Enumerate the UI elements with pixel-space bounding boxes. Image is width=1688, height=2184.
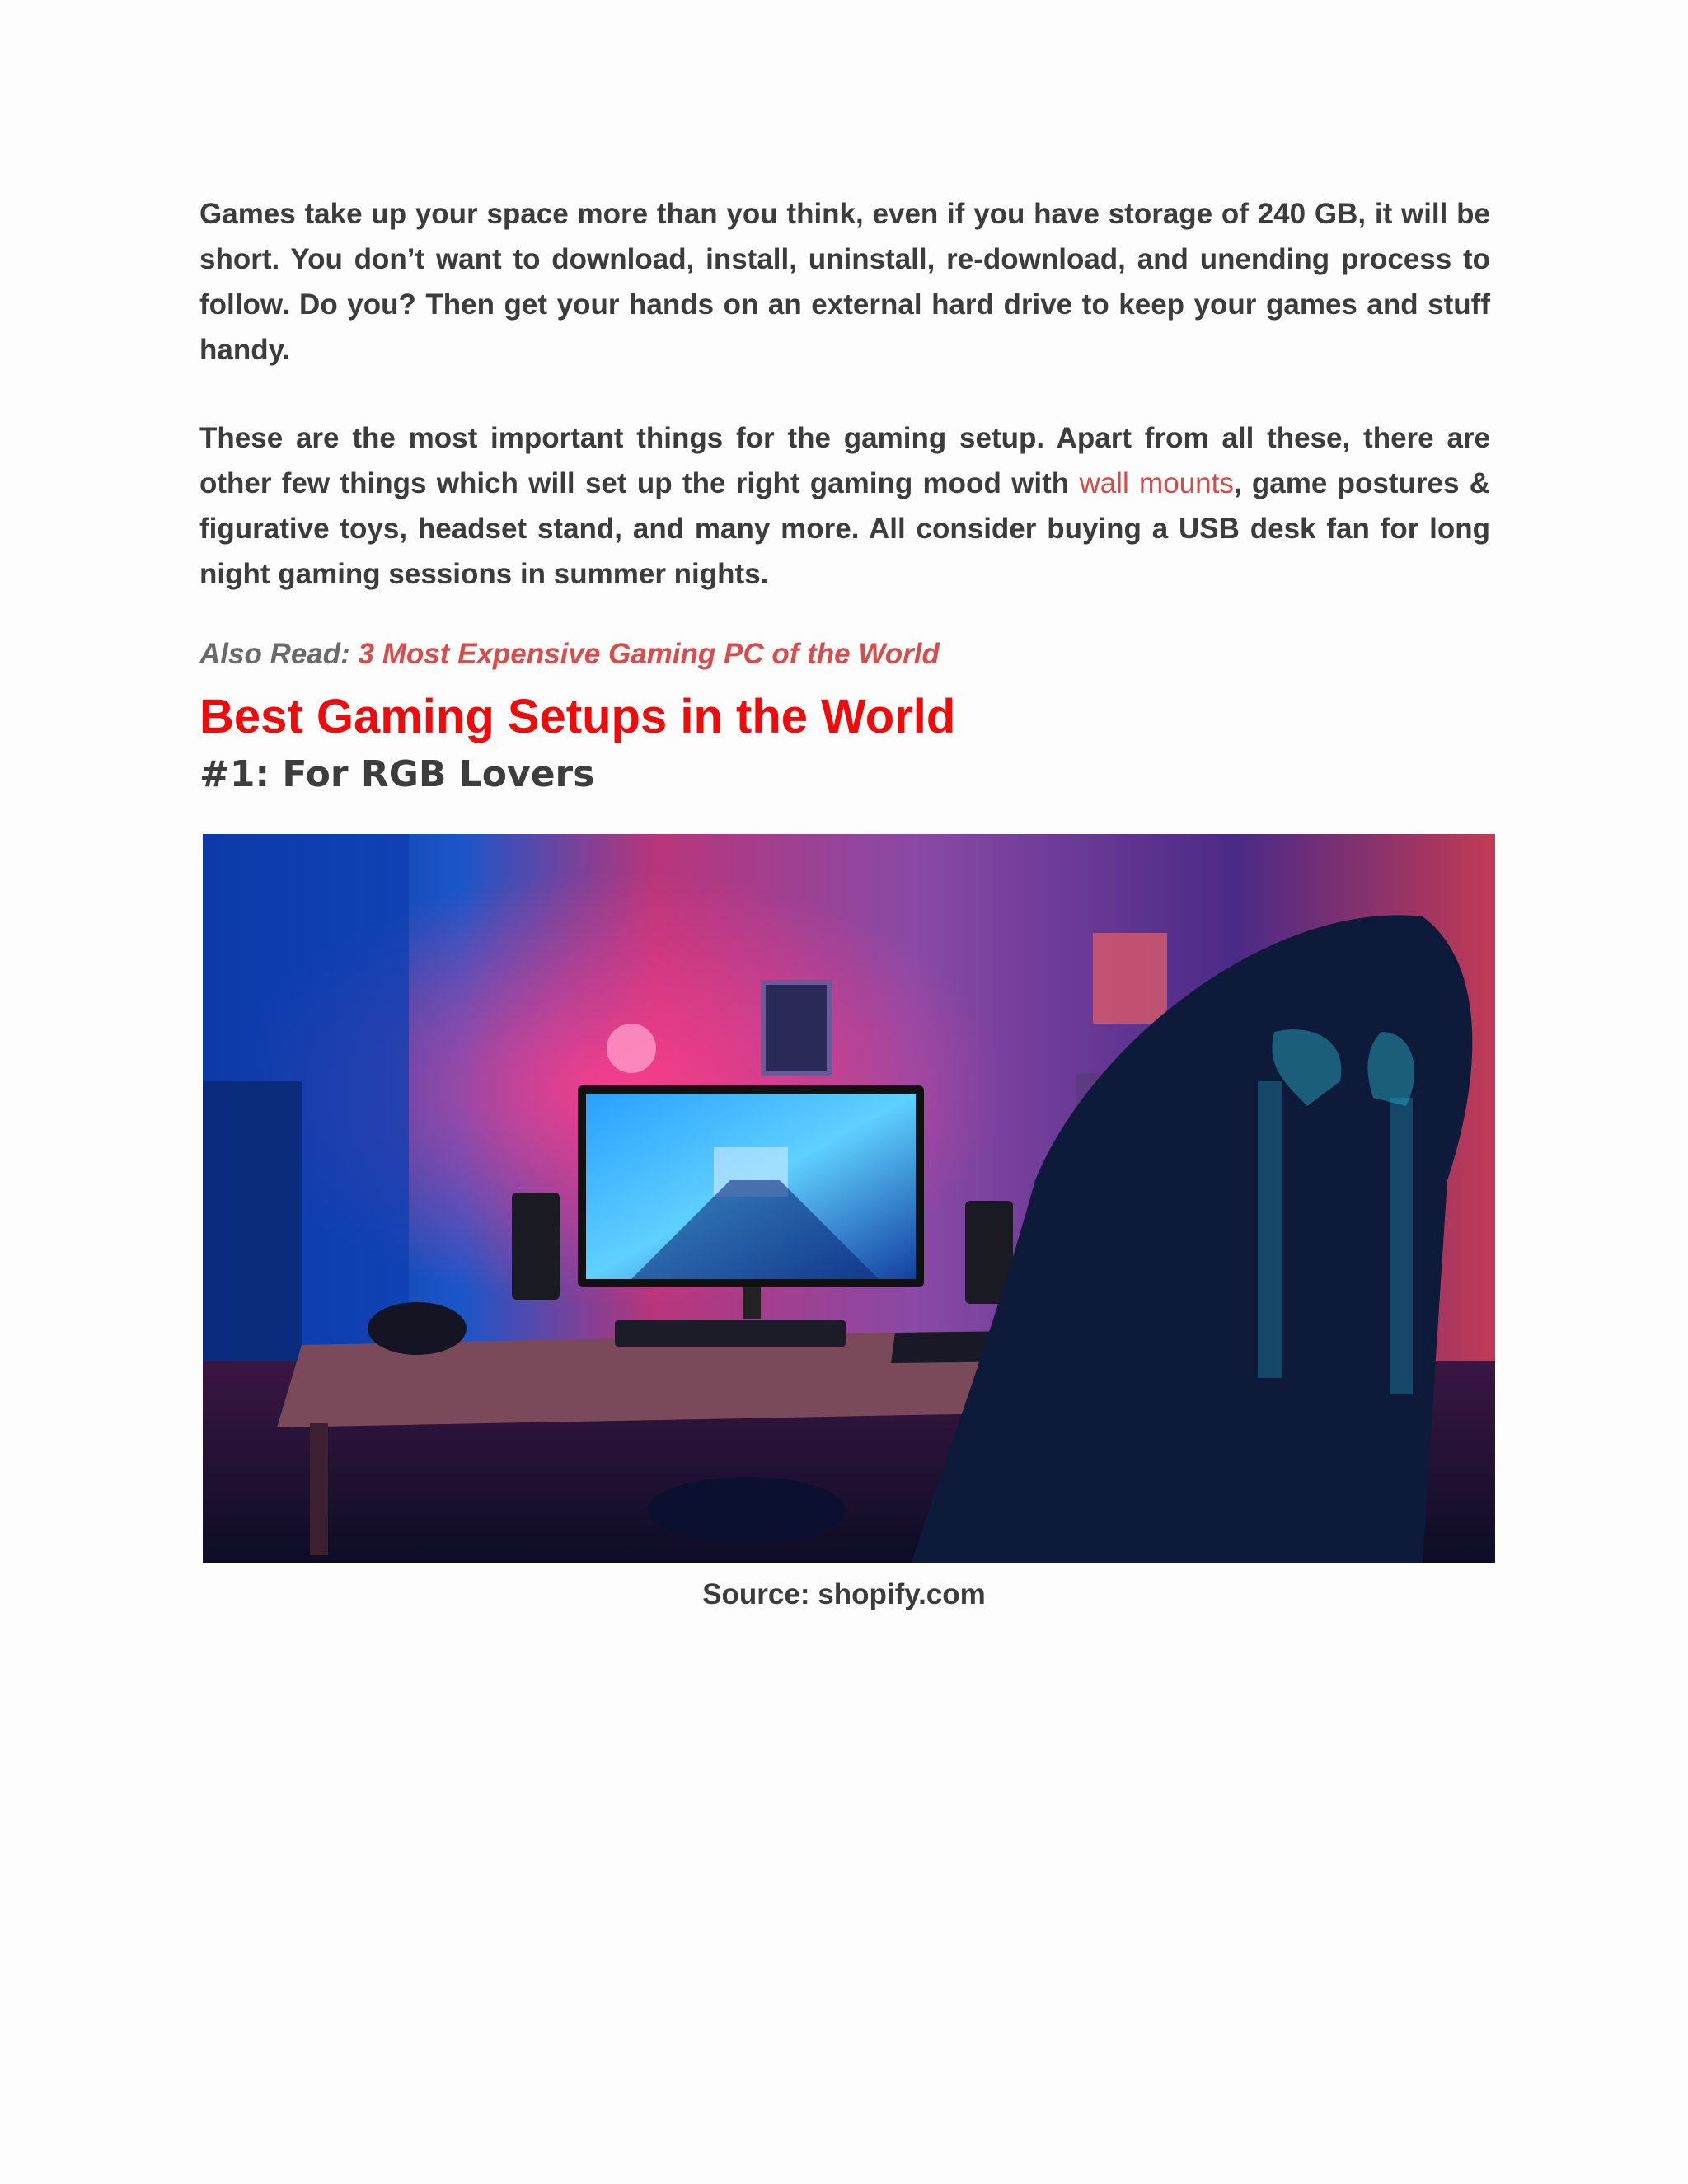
paragraph-storage-text: Games take up your space more than you think, even if you have storage of 240 GB, it will be short. You don’t want to download, install, uninstall, re-download, and unending process to follow. Do you? Then get your hands on an external hard drive to keep your games and stuff handy. — [199, 198, 1490, 366]
gaming-room-illustration — [203, 834, 1495, 1563]
also-read — [199, 633, 1490, 676]
also-read-link[interactable]: 3 Most Expensive Gaming PC of the World — [358, 638, 940, 670]
sub-title: #1: For RGB Lovers — [199, 753, 595, 795]
also-read-label: Also Read: — [199, 638, 359, 670]
paragraph-extras-text-start: These are the most important things for the gaming setup. Apart from all these, there are other few things which will set up the right gaming mood with — [199, 422, 1490, 499]
wall-mounts-link[interactable]: wall mounts — [1079, 467, 1234, 499]
article-content — [199, 191, 1490, 801]
section-title: Best Gaming Setups in the World — [199, 690, 956, 743]
gaming-setup-photo — [203, 834, 1495, 1563]
paragraph-extras-text-end: , game postures & figurative toys, headset stand, and many more. All consider buying a USB desk fan for long night gaming sessions in summer nights. — [199, 467, 1491, 590]
paragraph-extras — [199, 415, 1490, 597]
paragraph-storage — [199, 191, 1490, 373]
image-caption: Source: shopify.com — [702, 1578, 986, 1610]
